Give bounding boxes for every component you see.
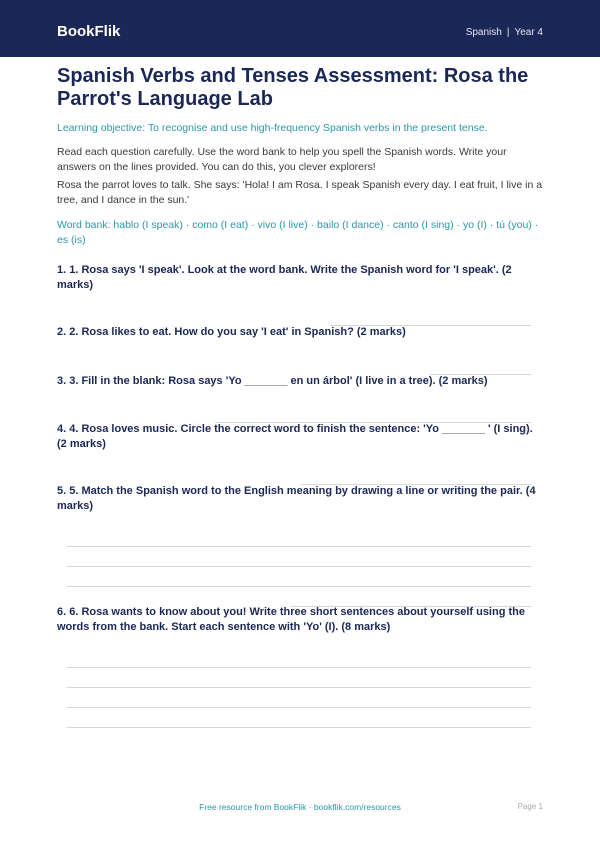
question-6: 6. 6. Rosa wants to know about you! Write three short sentences about yourself using the words from the bank. Start each sentence with 'Yo' (I). (8 marks) bbox=[57, 606, 525, 633]
instructions-text: Read each question carefully. Use the word bank to help you spell the Spanish words. Write your answers on the lines provided. You can do this, you clever explorers! bbox=[57, 146, 507, 173]
page-title: Spanish Verbs and Tenses Assessment: Rosa the Parrot's Language Lab bbox=[57, 65, 529, 110]
question-5: 5. 5. Match the Spanish word to the English meaning by drawing a line or writing the pair. (4 marks) bbox=[57, 485, 536, 512]
question-3: 3. 3. Fill in the blank: Rosa says 'Yo _______ en un árbol' (I live in a tree). (2 marks) bbox=[57, 375, 488, 387]
learning-objective: Learning objective: To recognise and use high-frequency Spanish verbs in the present tense. bbox=[57, 122, 488, 134]
page-number: Page 1 bbox=[517, 802, 543, 811]
question-4: 4. 4. Rosa loves music. Circle the correct word to finish the sentence: 'Yo _______ ' (I sing). (2 marks) bbox=[57, 423, 533, 450]
answer-line-q6-2[interactable] bbox=[67, 687, 531, 688]
brand-logo: BookFlik bbox=[57, 23, 121, 40]
question-1: 1. 1. Rosa says 'I speak'. Look at the word bank. Write the Spanish word for 'I speak'. (2 marks) bbox=[57, 264, 512, 291]
footer-credit: Free resource from BookFlik · bookflik.com/resources bbox=[199, 802, 401, 812]
answer-line-q5-2[interactable] bbox=[67, 566, 531, 567]
word-bank: Word bank: hablo (I speak) · como (I eat) · vivo (I live) · bailo (I dance) · canto (I sing) · yo (I) · tú (you) · es (is) bbox=[57, 219, 539, 246]
answer-line-q6-3[interactable] bbox=[67, 707, 531, 708]
question-2: 2. 2. Rosa likes to eat. How do you say 'I eat' in Spanish? (2 marks) bbox=[57, 326, 406, 338]
subject-year-label bbox=[466, 27, 543, 39]
answer-line-q6-1[interactable] bbox=[67, 667, 531, 668]
answer-line-q5-1[interactable] bbox=[67, 546, 531, 547]
page-header bbox=[0, 0, 600, 57]
subject-label: Spanish bbox=[465, 27, 502, 38]
header-separator: | bbox=[506, 27, 510, 38]
answer-line-q6-4[interactable] bbox=[67, 727, 531, 728]
answer-line-q5-3[interactable] bbox=[67, 586, 531, 587]
story-text: Rosa the parrot loves to talk. She says: 'Hola! I am Rosa. I speak Spanish every day. I eat fruit, I live in a tree, and I dance in the sun.' bbox=[57, 179, 543, 206]
year-label: Year 4 bbox=[514, 27, 543, 38]
